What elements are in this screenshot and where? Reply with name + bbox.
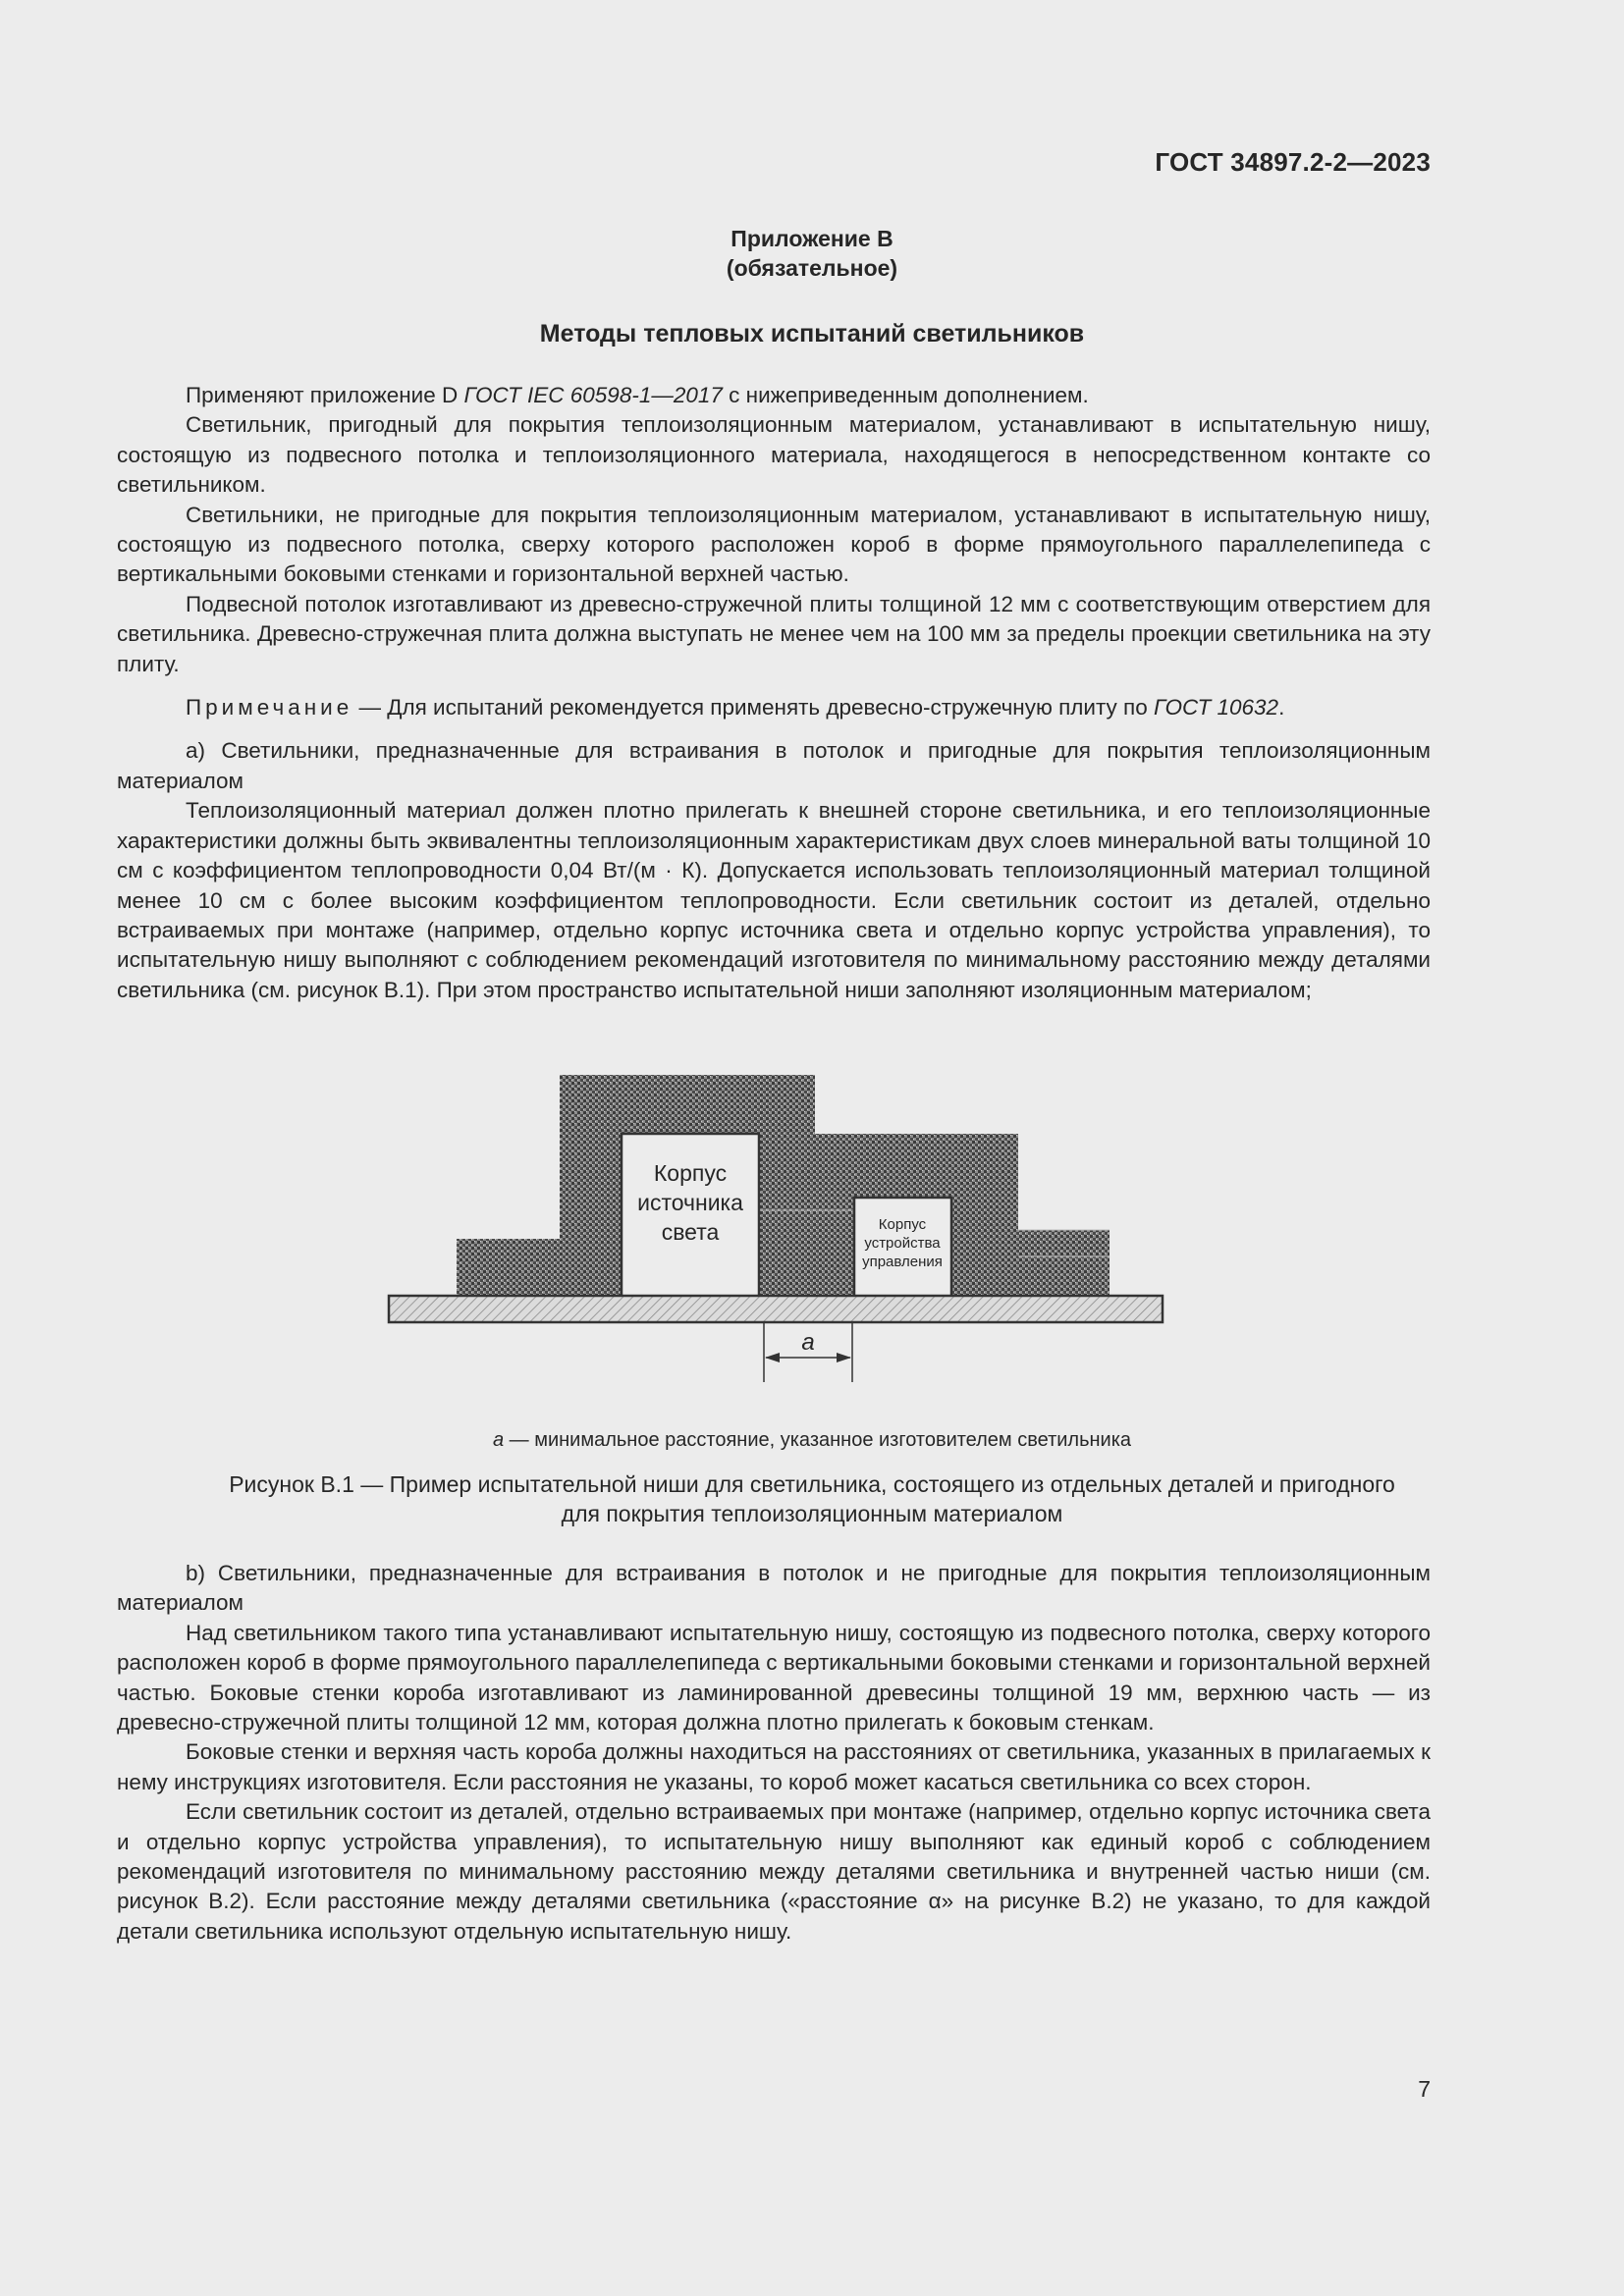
paragraph: Если светильник состоит из деталей, отдельно встраиваемых при монтаже (например, отдельно корпус источника света и отдельно корпус устройства управления), то испытательную нишу выполняют как единый короб с соблюдением рекомендаций изготовителя по минимальному расстоянию между деталями светильника и внутренней частью ниши (см. рисунок В.2). Если расстояние между деталями светильника («расстояние α» на рисунке В.2) не указано, то для каждой детали светильника используют отдельную испытательную нишу. — [117, 1799, 1431, 1944]
dimension-arrow-right — [837, 1353, 851, 1362]
figure-b1 — [383, 1070, 1168, 1394]
paragraph: Над светильником такого типа устанавливают испытательную нишу, состоящую из подвесного потолка, сверху которого расположен короб в форме прямоугольного параллелепипеда с вертикальными боковыми стенками и горизонтальной верхней частью. Боковые стенки короба изготавливают из ламинированной древесины толщиной 19 мм, верхнюю часть — из древесно-стружечной плиты толщиной 12 мм, которая должна плотно прилегать к боковым стенкам. — [117, 1620, 1431, 1735]
paragraph: Теплоизоляционный материал должен плотно прилегать к внешней стороне светильника, и его теплоизоляционные характеристики должны быть эквивалентны теплоизоляционным характеристикам двух слоев минеральной ваты толщиной 10 см с коэффициентом теплопроводности 0,04 Вт/(м · К). Допускается использовать теплоизоляционный материал толщиной менее 10 см с более высоким коэффициентом теплопроводности. Если светильник состоит из деталей, отдельно встраиваемых при монтаже (например, отдельно корпус источника света и отдельно корпус устройства управления), то испытательную нишу выполняют с соблюдением рекомендаций изготовителя по минимальному расстоянию между деталями светильника (см. рисунок В.1). При этом пространство испытательной ниши заполняют изоляционным материалом; — [117, 798, 1431, 1002]
figure-caption: Рисунок В.1 — Пример испытательной ниши для светильника, состоящего из отдельных деталей и пригодного для покрытия теплоизоляционным материалом — [229, 1471, 1395, 1526]
figure-legend: a — минимальное расстояние, указанное изготовителем светильника — [492, 1429, 1132, 1451]
light-source-label-2: источника — [637, 1190, 743, 1215]
appendix-title: Приложение В — [731, 226, 893, 251]
list-item-a: a) Светильники, предназначенные для встраивания в потолок и пригодные для покрытия теплоизоляционным материалом — [117, 738, 1431, 793]
light-source-label-3: света — [661, 1219, 720, 1245]
insulation-low-right — [952, 1230, 1110, 1296]
note: Примечание — Для испытаний рекомендуется применять древесно-стружечную плиту по ГОСТ 10632. — [186, 695, 1285, 721]
page-number: 7 — [1418, 2076, 1431, 2102]
paragraph: Подвесной потолок изготавливают из древесно-стружечной плиты толщиной 12 мм с соответствующим отверстием для светильника. Древесно-стружечная плита должна выступать не менее чем на 100 мм за пределы проекции светильника на эту плиту. — [117, 591, 1431, 676]
insulation-top-left — [560, 1075, 815, 1136]
note-label: Примечание — [186, 695, 353, 721]
light-source-housing — [622, 1134, 759, 1297]
light-source-label-1: Корпус — [653, 1160, 728, 1186]
appendix-status: (обязательное) — [726, 255, 898, 281]
paragraph: Применяют приложение D ГОСТ IEC 60598-1—2017 с нижеприведенным дополнением. — [186, 383, 1089, 407]
standard-reference: ГОСТ 10632 — [1154, 695, 1279, 721]
dimension-label: a — [801, 1329, 815, 1356]
insulation-low-left — [457, 1239, 621, 1296]
standard-code: ГОСТ 34897.2-2—2023 — [1155, 147, 1431, 177]
appendix-heading — [0, 224, 1624, 283]
dimension-arrow-left — [765, 1353, 780, 1362]
control-gear-label-1: Корпус — [878, 1216, 927, 1233]
paragraph: Светильник, пригодный для покрытия теплоизоляционным материалом, устанавливают в испытательную нишу, состоящую из подвесного потолка и теплоизоляционного материала, находящегося в непосредственном контакте со светильником. — [117, 412, 1431, 498]
paragraph: Боковые стенки и верхняя часть короба должны находиться на расстояниях от светильника, указанных в прилагаемых к нему инструкциях изготовителя. Если расстояния не указаны, то короб может касаться светильника со всех сторон. — [117, 1739, 1431, 1794]
control-gear-label-2: устройства — [864, 1235, 941, 1252]
standard-reference: ГОСТ IEC 60598-1—2017 — [463, 383, 723, 407]
text-block-upper — [117, 381, 1431, 1005]
ceiling-board — [389, 1296, 1163, 1322]
section-title: Методы тепловых испытаний светильников — [539, 320, 1085, 347]
list-item-b: b) Светильники, предназначенные для встраивания в потолок и не пригодные для покрытия теплоизоляционным материалом — [117, 1561, 1431, 1616]
test-niche-diagram — [383, 1070, 1168, 1394]
legend-symbol: a — [492, 1429, 505, 1451]
control-gear-label-3: управления — [862, 1254, 943, 1270]
text-block-lower — [117, 1559, 1431, 1947]
paragraph: Светильники, не пригодные для покрытия теплоизоляционным материалом, устанавливают в испытательную нишу, состоящую из подвесного потолка, сверху которого расположен короб в форме прямоугольного параллелепипеда с вертикальными боковыми стенками и горизонтальной верхней частью. — [117, 502, 1431, 587]
